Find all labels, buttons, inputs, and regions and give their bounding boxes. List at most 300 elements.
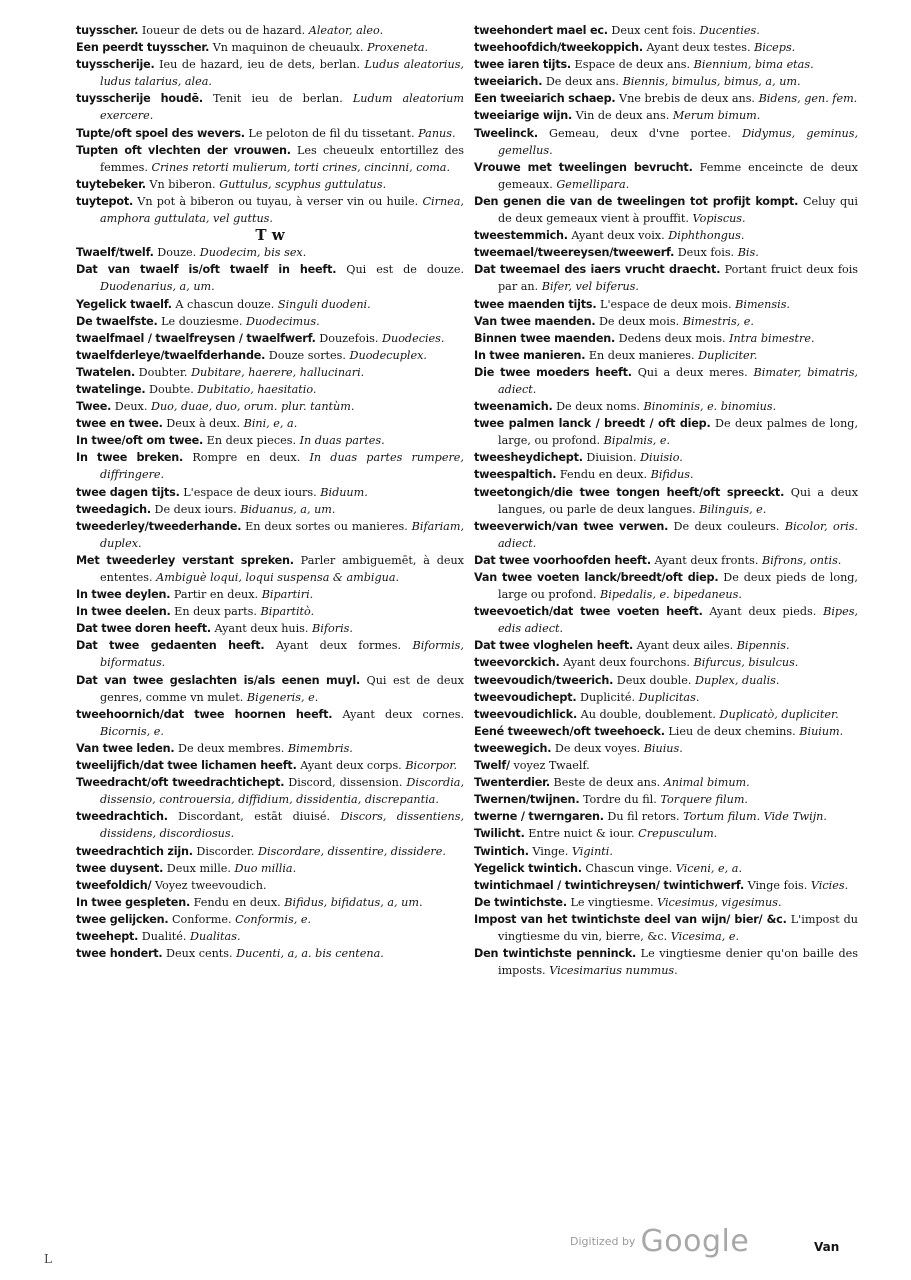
entry-latin-gloss: Crines retorti mulierum, torti crines, cincinni, coma. [151,160,451,174]
entry-headword: tweedrachtich zijn. [76,844,193,858]
entry-latin-gloss: Bimensis. [735,297,790,311]
entry-headword: Yegelick twintich. [474,861,582,875]
dictionary-entry [474,159,858,193]
entry-latin-gloss: Vicies. [810,878,849,892]
entry-french-gloss: Les cheueulx entortillez des femmes. [100,143,464,174]
entry-french-gloss: Espace de deux ans. [574,58,691,72]
entry-french-gloss: Discordant, estāt diuisé. [178,810,331,824]
entry-latin-gloss: Dualitas. [190,929,241,943]
dictionary-entry [76,877,464,894]
entry-headword: Twintich. [474,844,529,858]
entry-latin-gloss: In duas partes rumpere, diffringere. [100,451,464,482]
dictionary-entry [474,689,858,706]
entry-latin-gloss: Dupliciter. [698,348,758,362]
entry-latin-gloss: Bifer, vel biferus. [541,280,639,294]
dictionary-entry [76,843,464,860]
dictionary-entry [76,347,464,364]
entry-french-gloss: Ayant deux formes. [275,639,402,653]
entry-latin-gloss: Animal bimum. [663,776,750,790]
entry-french-gloss: Qui est de deux genres, comme vn mulet. [100,673,464,704]
entry-french-gloss: Dedens deux mois. [618,331,726,345]
entry-french-gloss: Chascun vinge. [585,861,673,875]
dictionary-entry [474,415,858,449]
entry-french-gloss: Tenit ieu de berlan. [212,92,343,106]
entry-latin-gloss: Dubitare, haerere, hallucinari. [191,365,365,379]
entry-headword: Dat twee gedaenten heeft. [76,639,265,653]
dictionary-entry [76,808,464,842]
entry-latin-gloss: Bis. [737,246,759,260]
entry-latin-gloss: Bipartiri. [261,588,314,602]
entry-french-gloss: Ayant deux ailes. [636,639,734,653]
entry-headword: Impost van het twintichste deel van wijn/ bier/ &c. [474,912,787,926]
watermark-prefix: Digitized by [570,1235,636,1248]
entry-latin-gloss: Ludus aleatorius, ludus talarius, alea. [100,58,464,89]
entry-headword: In twee deelen. [76,605,171,619]
entry-latin-gloss: Biennis, bimulus, bimus, a, um. [622,75,801,89]
dictionary-entry [76,90,464,124]
entry-latin-gloss: In duas partes. [299,434,385,448]
entry-latin-gloss: Panus. [418,126,456,140]
entry-french-gloss: En deux pieces. [206,434,296,448]
entry-headword: Met tweederley verstant spreken. [76,553,294,567]
entry-french-gloss: Vinge. [532,844,569,858]
entry-latin-gloss: Biduanus, a, um. [240,502,336,516]
entry-headword: Dat twee voorhoofden heeft. [474,553,651,567]
entry-latin-gloss: Viceni, e, a. [675,861,742,875]
dictionary-entry [76,22,464,39]
entry-latin-gloss: Duodecuplex. [349,348,427,362]
dictionary-entry [474,107,858,124]
entry-french-gloss: Le peloton de fil du tissetant. [248,126,415,140]
entry-headword: tweedagich. [76,502,151,516]
entry-french-gloss: Entre nuict & iour. [528,827,635,841]
entry-french-gloss: En deux manieres. [588,348,695,362]
dictionary-entry [474,364,858,398]
entry-french-gloss: Vinge fois. [747,878,808,892]
entry-french-gloss: Partir en deux. [173,588,259,602]
entry-french-gloss: Fendu en deux. [193,895,281,909]
dictionary-entry [474,227,858,244]
entry-french-gloss: Ayant deux voix. [571,229,665,243]
entry-latin-gloss: Bifrons, ontis. [761,553,842,567]
entry-headword: tweeverwich/van twee verwen. [474,519,669,533]
dictionary-entry [76,125,464,142]
entry-headword: Een tweeiarich schaep. [474,92,616,106]
dictionary-entry [76,261,464,295]
entry-latin-gloss: Bimestris, e. [682,314,754,328]
entry-latin-gloss: Biennium, bima etas. [693,58,814,72]
entry-latin-gloss: Biceps. [754,41,796,55]
entry-french-gloss: Deux à deux. [166,417,241,431]
entry-french-gloss: Douzefois. [319,331,379,345]
entry-latin-gloss: Vicesimus, vigesimus. [657,895,782,909]
entry-latin-gloss: Didymus, geminus, gemellus. [498,126,858,157]
entry-french-gloss: Deux cent fois. [611,24,696,37]
entry-latin-gloss: Discordia, dissensio, controuersia, diffidium, dissidentia, discrepantia. [100,776,464,807]
dictionary-entry [474,894,858,911]
section-divider: T w [255,226,285,245]
entry-latin-gloss: Bini, e, a. [243,417,298,431]
entry-latin-gloss: Ducenti, a, a. bis centena. [236,947,384,961]
dictionary-entry [76,398,464,415]
entry-headword: twee hondert. [76,947,163,961]
dictionary-entry [474,808,858,825]
entry-headword: tweetongich/die twee tongen heeft/oft spreeckt. [474,485,785,499]
dictionary-entry [474,56,858,73]
entry-french-gloss: Ayant deux pieds. [709,605,817,619]
entry-headword: Twatelen. [76,365,136,379]
entry-latin-gloss: Bilinguis, e. [699,502,767,516]
entry-headword: tweestemmich. [474,229,568,243]
entry-headword: Dat twee doren heeft. [76,622,211,636]
entry-headword: Tweelinck. [474,126,538,140]
entry-headword: In twee manieren. [474,348,586,362]
entry-headword: Twelf/ [474,759,510,773]
dictionary-entry [76,313,464,330]
dictionary-entry [76,706,464,740]
dictionary-entry [474,313,858,330]
entry-latin-gloss: Biuium. [799,724,844,738]
dictionary-entry [474,347,858,364]
entry-french-gloss: voyez Twaelf. [513,759,590,773]
entry-headword: Binnen twee maenden. [474,331,616,345]
entry-headword: Die twee moeders heeft. [474,365,632,379]
entry-french-gloss: Conforme. [172,912,232,926]
dictionary-entry [76,603,464,620]
entry-headword: twee maenden tijts. [474,297,597,311]
entry-headword: tweederley/tweederhande. [76,519,242,533]
entry-latin-gloss: Bicorpor. [405,759,458,773]
dictionary-entry [474,945,858,979]
dictionary-entry [474,244,858,261]
entry-latin-gloss: Binominis, e. binomius. [643,400,777,414]
dictionary-entry [76,894,464,911]
entry-latin-gloss: Ludum aleatorium exercere. [100,92,464,123]
google-logo: Google [640,1224,750,1259]
entry-headword: Van twee voeten lanck/breedt/oft diep. [474,571,719,584]
dictionary-entry [76,774,464,808]
entry-latin-gloss: Vicesima, e. [670,929,739,943]
entry-headword: twee dagen tijts. [76,485,180,499]
entry-french-gloss: Diuision. [586,451,637,465]
dictionary-entry [76,928,464,945]
entry-french-gloss: De deux ans. [545,75,619,89]
dictionary-entry [474,877,858,894]
entry-french-gloss: Portant fruict deux fois par an. [498,263,858,294]
entry-latin-gloss: Bifurcus, bisulcus. [693,656,799,670]
entry-french-gloss: De deux pieds de long, large ou profond. [498,571,858,602]
entry-french-gloss: Deux. [114,400,148,414]
entry-latin-gloss: Bimater, bimatris, adiect. [498,365,858,396]
entry-headword: tweehondert mael ec. [474,24,608,37]
entry-headword: twee iaren tijts. [474,58,571,72]
entry-french-gloss: Discorder. [196,844,255,858]
entry-headword: tuytebeker. [76,177,146,191]
entry-headword: twee gelijcken. [76,912,169,926]
entry-headword: twee en twee. [76,417,163,431]
entry-headword: tweehoornich/dat twee hoornen heeft. [76,707,333,721]
digitized-watermark [570,1224,749,1264]
entry-french-gloss: Vne brebis de deux ans. [619,92,755,106]
entry-latin-gloss: Diphthongus. [668,229,745,243]
dictionary-entry [474,603,858,637]
entry-headword: tweesheydichept. [474,451,583,465]
entry-french-gloss: Du fil retors. [607,810,680,824]
entry-latin-gloss: Bipes, edis adiect. [498,605,858,636]
dictionary-entry [76,484,464,501]
entry-latin-gloss: Bifidus. [650,468,694,482]
dictionary-entry [474,757,858,774]
entry-headword: Dat van twaelf is/oft twaelf in heeft. [76,263,337,277]
entry-latin-gloss: Dubitatio, haesitatio. [197,382,317,396]
dictionary-entry [76,193,464,227]
entry-latin-gloss: Duplex, dualis. [695,673,780,687]
entry-french-gloss: Doubter. [138,365,188,379]
entry-french-gloss: Beste de deux ans. [553,776,661,790]
dictionary-entry [76,296,464,313]
entry-latin-gloss: Discordare, dissentire, dissidere. [258,844,446,858]
dictionary-entry [76,415,464,432]
dictionary-entry [76,56,464,90]
entry-french-gloss: De deux iours. [154,502,237,516]
entry-latin-gloss: Biforis. [312,622,353,636]
dictionary-entry [474,911,858,945]
entry-french-gloss: Ayant deux corps. [300,759,402,773]
entry-latin-gloss: Intra bimestre. [729,331,815,345]
right-column [474,22,858,979]
entry-headword: Twernen/twijnen. [474,793,580,807]
dictionary-entry [474,296,858,313]
dictionary-entry [474,484,858,518]
entry-latin-gloss: Duodenarius, a, um. [100,280,215,294]
entry-headword: tweevoudichlick. [474,707,578,721]
entry-latin-gloss: Bicolor, oris. adiect. [498,519,858,550]
entry-headword: tweefoldich/ [76,878,152,892]
entry-french-gloss: Le vingtiesme denier qu'on baille des imposts. [498,947,858,978]
dictionary-entry [474,73,858,90]
entry-headword: tuysscherije. [76,58,155,72]
entry-latin-gloss: Biduum. [320,485,368,499]
entry-french-gloss: L'impost du vingtiesme du vin, bierre, &c. [498,912,858,943]
entry-french-gloss: Qui est de douze. [346,263,464,277]
entry-latin-gloss: Vicesimarius nummus. [549,964,678,978]
entry-latin-gloss: Viginti. [571,844,613,858]
entry-headword: twintichmael / twintichreysen/ twintichwerf. [474,878,745,892]
entry-french-gloss: Vn maquinon de cheuaulx. [212,41,364,55]
dictionary-entry [76,39,464,56]
entry-french-gloss: En deux parts. [174,605,257,619]
dictionary-entry [474,654,858,671]
entry-headword: Een peerdt tuysscher. [76,41,210,55]
entry-french-gloss: Tordre du fil. [582,793,657,807]
dictionary-entry [474,552,858,569]
entry-latin-gloss: Duo millia. [234,861,297,875]
entry-latin-gloss: Duodecimus. [246,314,320,328]
entry-french-gloss: Deux double. [616,673,692,687]
entry-french-gloss: Vn biberon. [149,177,216,191]
entry-latin-gloss: Biuius. [643,741,683,755]
dictionary-entry [76,740,464,757]
entry-latin-gloss: Bimembris. [287,741,353,755]
entry-latin-gloss: Duo, duae, duo, orum. plur. tantùm. [150,400,355,414]
dictionary-entry [76,860,464,877]
entry-headword: De twaelfste. [76,314,158,328]
entry-headword: tweelijfich/dat twee lichamen heeft. [76,759,297,773]
entry-french-gloss: Deux cents. [166,947,233,961]
entry-french-gloss: Le douziesme. [161,314,243,328]
dictionary-entry [474,330,858,347]
dictionary-entry [474,518,858,552]
entry-headword: tweehept. [76,929,139,943]
entry-headword: twaelfderleye/twaelfderhande. [76,348,266,362]
entry-french-gloss: Parler ambiguemēt, à deux ententes. [100,553,464,584]
catchword: Van [814,1240,840,1254]
entry-french-gloss: A chascun douze. [175,297,275,311]
entry-latin-gloss: Bidens, gen. fem. [758,92,858,106]
dictionary-entry [76,244,464,261]
entry-headword: tweemael/tweereysen/tweewerf. [474,246,675,260]
entry-headword: In twee gespleten. [76,895,191,909]
entry-latin-gloss: Duodecies. [382,331,445,345]
dictionary-entry [474,843,858,860]
entry-headword: tweevorckich. [474,656,560,670]
entry-latin-gloss: Bipennis. [736,639,790,653]
dictionary-entry [76,330,464,347]
entry-french-gloss: Dualité. [141,929,187,943]
entry-latin-gloss: Duplicitas. [638,690,700,704]
entry-french-gloss: Fendu en deux. [559,468,648,482]
entry-headword: Yegelick twaelf. [76,297,172,311]
entry-french-gloss: Doubte. [149,382,194,396]
entry-headword: tuytepot. [76,194,134,208]
entry-headword: Van twee leden. [76,741,175,755]
entry-french-gloss: De deux voyes. [554,741,641,755]
entry-latin-gloss: Bifidus, bifidatus, a, um. [284,895,423,909]
dictionary-entry [474,825,858,842]
entry-headword: tweespaltich. [474,468,557,482]
entry-french-gloss: Douze sortes. [268,348,346,362]
entry-headword: tweevoudichept. [474,690,577,704]
entry-headword: twatelinge. [76,382,146,396]
dictionary-entry [474,449,858,466]
entry-latin-gloss: Guttulus, scyphus guttulatus. [219,177,387,191]
entry-headword: tweenamich. [474,400,553,414]
entry-headword: Tweedracht/oft tweedrachtichept. [76,776,285,790]
entry-headword: tweevoudich/tweerich. [474,673,614,687]
entry-latin-gloss: Bipedalis, e. bipedaneus. [600,588,742,602]
dictionary-entry [76,945,464,962]
entry-latin-gloss: Cirnea, amphora guttulata, vel guttus. [100,194,464,226]
entry-latin-gloss: Bipartitò. [260,605,315,619]
dictionary-entry [76,620,464,637]
entry-headword: tweedrachtich. [76,810,168,824]
dictionary-entry [474,90,858,107]
entry-headword: Den genen die van de tweelingen tot profijt kompt. [474,194,799,208]
entry-headword: tweevoetich/dat twee voeten heeft. [474,605,703,619]
entry-latin-gloss: Merum bimum. [672,109,761,123]
entry-headword: tweeiarige wijn. [474,109,573,123]
entry-headword: tweewegich. [474,741,552,755]
entry-latin-gloss: Duodecim, bis sex. [199,246,307,260]
dictionary-entry [474,791,858,808]
entry-headword: Eené tweewech/oft tweehoeck. [474,724,665,738]
dictionary-entry [76,142,464,176]
dictionary-entry [76,518,464,552]
entry-french-gloss: Voyez tweevoudich. [154,878,267,892]
entry-french-gloss: Au double, doublement. [580,707,716,721]
dictionary-entry [474,125,858,159]
entry-french-gloss: Ayant deux testes. [646,41,751,55]
dictionary-entry [76,757,464,774]
entry-headword: twee duysent. [76,861,164,875]
entry-headword: Vrouwe met tweelingen bevrucht. [474,160,693,174]
entry-headword: Twee. [76,400,112,414]
entry-headword: Twenterdier. [474,776,550,790]
entry-french-gloss: De deux membres. [178,741,285,755]
entry-french-gloss: Vn pot à biberon ou tuyau, à verser vin ou huile. [137,194,419,208]
dictionary-entry [474,398,858,415]
entry-latin-gloss: Singuli duodeni. [277,297,371,311]
entry-latin-gloss: Bigeneris, e. [246,690,319,704]
entry-headword: tuysscher. [76,24,139,37]
entry-headword: tweeiarich. [474,75,543,89]
dictionary-entry [474,706,858,723]
dictionary-entry [474,569,858,603]
entry-french-gloss: De deux noms. [556,400,640,414]
dictionary-entry [76,911,464,928]
entry-latin-gloss: Conformis, e. [235,912,312,926]
entry-latin-gloss: Biformis, biformatus. [100,639,464,670]
entry-headword: In twee/oft om twee. [76,434,204,448]
entry-latin-gloss: Tortum filum. Vide Twijn. [683,810,827,824]
entry-french-gloss: Lieu de deux chemins. [668,724,796,738]
entry-headword: twerne / twerngaren. [474,810,604,824]
entry-headword: Tupten oft vlechten der vrouwen. [76,143,291,157]
entry-french-gloss: De deux couleurs. [673,519,780,533]
entry-french-gloss: Gemeau, deux d'vne portee. [549,126,731,140]
entry-latin-gloss: Ducenties. [699,24,760,37]
entry-french-gloss: Rompre en deux. [192,451,301,465]
dictionary-entry [76,586,464,603]
entry-headword: Twaelf/twelf. [76,246,154,260]
entry-french-gloss: De deux palmes de long, large, ou profond. [498,417,858,448]
entry-french-gloss: Ayant deux fourchons. [563,656,690,670]
entry-french-gloss: Ayant deux huis. [214,622,309,636]
dictionary-entry [76,432,464,449]
dictionary-entry [474,740,858,757]
entry-french-gloss: L'espace de deux mois. [600,297,732,311]
entry-latin-gloss: Diuisio. [640,451,683,465]
entry-french-gloss: En deux sortes ou manieres. [245,519,408,533]
entry-headword: twaelfmael / twaelfreysen / twaelfwerf. [76,331,316,345]
entry-headword: In twee deylen. [76,588,171,602]
left-column [76,22,464,962]
entry-french-gloss: Ayant deux cornes. [342,707,464,721]
entry-french-gloss: Le vingtiesme. [570,895,654,909]
entry-french-gloss: Douze. [157,246,197,260]
entry-french-gloss: Ieu de hazard, ieu de dets, berlan. [159,58,360,72]
entry-french-gloss: Celuy qui de deux gemeaux vient à prouffit. [498,194,858,226]
dictionary-entry [76,176,464,193]
entry-headword: Den twintichste penninck. [474,947,637,961]
entry-french-gloss: Deux fois. [677,246,735,260]
entry-french-gloss: L'espace de deux iours. [183,485,317,499]
dictionary-entry [76,637,464,671]
dictionary-entry [474,672,858,689]
entry-french-gloss: Deux mille. [166,861,231,875]
entry-latin-gloss: Discors, dissentiens, dissidens, discordiosus. [100,810,464,841]
entry-headword: De twintichste. [474,895,567,909]
